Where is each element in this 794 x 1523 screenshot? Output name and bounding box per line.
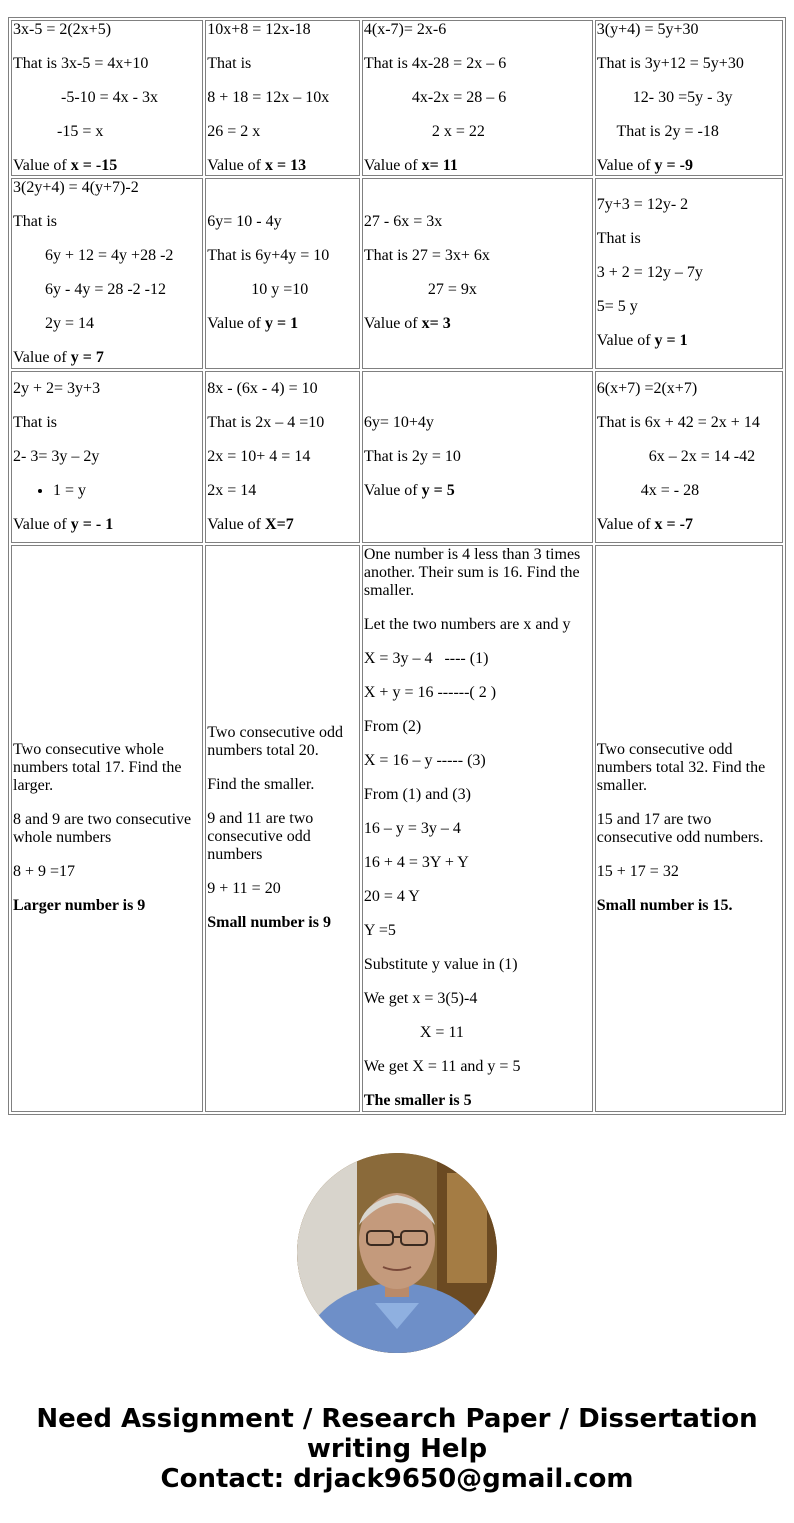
line-text: 10x+8 = 12x-18 <box>207 21 311 39</box>
bullet-list <box>13 482 201 500</box>
solution-line <box>207 281 358 299</box>
table-cell <box>205 371 360 543</box>
solution-line <box>13 349 201 367</box>
promo-block <box>0 1404 794 1494</box>
line-text: -15 = x <box>13 123 104 141</box>
solution-line <box>597 811 781 847</box>
line-text: 3(2y+4) = 4(y+7)-2 <box>13 179 139 197</box>
solution-line <box>364 1058 591 1076</box>
line-text: -5-10 = 4x - 3x <box>13 89 159 107</box>
line-text: Two consecutive odd numbers total 32. Find the smaller. <box>596 741 766 795</box>
solution-line <box>364 247 591 265</box>
line-text: X = 16 – y ----- (3) <box>363 752 486 770</box>
line-text: 2x = 10+ 4 = 14 <box>207 447 311 465</box>
solution-line <box>597 89 781 107</box>
solution-line <box>13 516 201 534</box>
answer-prefix: Value of <box>13 349 71 367</box>
table-cell <box>362 371 593 543</box>
solution-line <box>13 281 201 299</box>
line-text: 6(x+7) =2(x+7) <box>596 379 698 397</box>
line-text: 8 + 18 = 12x – 10x <box>207 89 330 107</box>
person-photo-icon <box>297 1153 497 1353</box>
solution-line <box>597 516 781 534</box>
table-cell <box>205 545 360 1112</box>
solution-line <box>207 89 358 107</box>
answer-prefix: Value of <box>13 157 71 175</box>
solution-line <box>597 332 781 350</box>
solution-line <box>364 281 591 299</box>
solution-line <box>364 922 591 940</box>
solution-line <box>364 956 591 974</box>
solution-line <box>364 854 591 872</box>
solution-line <box>13 247 201 265</box>
solution-line <box>597 264 781 282</box>
answer-prefix: Value of <box>596 157 655 175</box>
solution-line <box>13 213 201 231</box>
table-cell <box>205 178 360 368</box>
table-cell <box>11 545 203 1112</box>
line-text: 2y = 14 <box>13 315 95 333</box>
author-photo <box>297 1153 497 1353</box>
line-text: X + y = 16 ------( 2 ) <box>363 684 497 702</box>
line-text: 12- 30 =5y - 3y <box>596 89 733 107</box>
line-text: 6x – 2x = 14 -42 <box>596 447 756 465</box>
solution-line <box>597 482 781 500</box>
line-text: 8x - (6x - 4) = 10 <box>207 379 318 397</box>
solution-line <box>13 380 201 398</box>
solution-line <box>597 863 781 881</box>
line-text: X = 3y – 4 ---- (1) <box>363 650 489 668</box>
table-cell <box>362 178 593 368</box>
table-cell <box>11 178 203 368</box>
solution-line <box>13 863 201 881</box>
solution-line <box>207 247 358 265</box>
solution-line <box>364 89 591 107</box>
solution-line <box>364 448 591 466</box>
solution-line <box>13 811 201 847</box>
solution-line <box>13 55 201 73</box>
line-text: From (1) and (3) <box>363 786 471 804</box>
answer-prefix: Value of <box>363 481 422 499</box>
solution-line <box>597 196 781 214</box>
line-text: 3(y+4) = 5y+30 <box>596 21 699 39</box>
line-text: 26 = 2 x <box>207 123 261 141</box>
solution-line <box>597 298 781 316</box>
solution-line <box>207 123 358 141</box>
solution-line <box>364 718 591 736</box>
line-text: Y =5 <box>363 922 396 940</box>
line-text: 27 - 6x = 3x <box>363 213 443 231</box>
solution-line <box>364 752 591 770</box>
solution-line <box>364 1024 591 1042</box>
line-text: 3 + 2 = 12y – 7y <box>596 264 703 282</box>
line-text: 16 + 4 = 3Y + Y <box>363 854 469 872</box>
solution-line <box>364 482 591 500</box>
solution-line <box>364 684 591 702</box>
solution-line <box>364 546 591 600</box>
line-text: That is <box>13 413 57 431</box>
solution-line <box>597 157 781 175</box>
solutions-table-body <box>11 20 783 1112</box>
solution-line <box>207 414 358 432</box>
line-text: That is <box>13 213 57 231</box>
solution-line <box>364 1092 591 1110</box>
solution-line <box>13 179 201 197</box>
line-text: We get x = 3(5)-4 <box>363 990 478 1008</box>
solutions-table <box>8 17 786 1115</box>
solution-line <box>364 990 591 1008</box>
solution-line <box>597 741 781 795</box>
answer-value: Small number is 9 <box>207 914 331 932</box>
solution-line <box>597 230 781 248</box>
line-text: From (2) <box>363 718 422 736</box>
line-text: That is 6x + 42 = 2x + 14 <box>596 413 760 431</box>
solution-line <box>207 448 358 466</box>
solution-line <box>207 213 358 231</box>
solution-line <box>207 380 358 398</box>
solution-line <box>207 21 358 39</box>
solution-line <box>207 516 358 534</box>
line-text: 6y= 10 - 4y <box>207 213 282 231</box>
answer-prefix: Value of <box>363 315 422 333</box>
answer-value: Small number is 15. <box>596 897 733 915</box>
solution-line <box>364 820 591 838</box>
line-text: X = 11 <box>363 1024 464 1042</box>
line-text: That is <box>596 230 641 248</box>
line-text: 15 and 17 are two consecutive odd numbers. <box>596 811 764 847</box>
answer-prefix: Value of <box>596 332 655 350</box>
solution-line <box>364 21 591 39</box>
table-cell <box>11 371 203 543</box>
line-text: That is 6y+4y = 10 <box>207 247 330 265</box>
solution-line <box>207 55 358 73</box>
solution-line <box>207 482 358 500</box>
line-text: 2y + 2= 3y+3 <box>13 379 101 397</box>
answer-value: Larger number is 9 <box>13 897 146 915</box>
line-text: We get X = 11 and y = 5 <box>363 1058 521 1076</box>
answer-value: y = 1 <box>265 315 299 333</box>
line-text: 4(x-7)= 2x-6 <box>363 21 447 39</box>
line-text: 9 + 11 = 20 <box>207 880 281 898</box>
line-text: That is <box>207 55 252 73</box>
table-cell <box>205 20 360 176</box>
answer-value: The smaller is 5 <box>363 1092 472 1110</box>
line-text: 2x = 14 <box>207 481 257 499</box>
answer-value: y = - 1 <box>70 515 114 533</box>
promo-line-1: Need Assignment / Research Paper / Dissertation <box>36 1404 758 1434</box>
line-text: 3x-5 = 2(2x+5) <box>13 21 112 39</box>
solution-line <box>13 897 201 915</box>
answer-prefix: Value of <box>207 157 266 175</box>
solution-line <box>597 21 781 39</box>
line-text: 16 – y = 3y – 4 <box>363 820 461 838</box>
solution-line <box>364 55 591 73</box>
answer-value: y = 5 <box>421 481 455 499</box>
line-text: 8 + 9 =17 <box>13 863 76 881</box>
answer-prefix: Value of <box>13 515 71 533</box>
line-text: 4x = - 28 <box>596 481 700 499</box>
line-text: 2 x = 22 <box>363 123 485 141</box>
solution-line <box>207 914 358 932</box>
line-text: Let the two numbers are x and y <box>363 616 571 634</box>
table-cell <box>595 178 783 368</box>
solution-line <box>364 414 591 432</box>
solution-line <box>207 315 358 333</box>
line-text: 8 and 9 are two consecutive whole numbers <box>13 811 192 847</box>
solution-line <box>364 786 591 804</box>
answer-prefix: Value of <box>207 515 266 533</box>
solution-line <box>364 616 591 634</box>
solution-line <box>597 897 781 915</box>
line-text: That is 2y = 10 <box>363 447 461 465</box>
line-text: 6y - 4y = 28 -2 -12 <box>13 281 167 299</box>
line-text: That is 3y+12 = 5y+30 <box>596 55 744 73</box>
line-text: 7y+3 = 12y- 2 <box>596 196 689 214</box>
solution-line <box>364 888 591 906</box>
solution-line <box>13 157 201 175</box>
solution-line <box>207 810 358 864</box>
table-cell <box>595 545 783 1112</box>
solution-line <box>207 880 358 898</box>
table-row <box>11 545 783 1112</box>
solution-line <box>364 157 591 175</box>
answer-value: y = -9 <box>654 157 693 175</box>
answer-prefix: Value of <box>363 157 422 175</box>
answer-prefix: Value of <box>596 515 655 533</box>
line-text: 5= 5 y <box>596 298 638 316</box>
line-text: 6y= 10+4y <box>363 413 434 431</box>
line-text: That is 4x-28 = 2x – 6 <box>363 55 507 73</box>
table-row <box>11 178 783 368</box>
table-row <box>11 371 783 543</box>
line-text: That is 3x-5 = 4x+10 <box>13 55 149 73</box>
answer-value: x = 13 <box>265 157 307 175</box>
answer-value: x = -15 <box>70 157 118 175</box>
table-cell <box>595 20 783 176</box>
line-text: That is 2x – 4 =10 <box>207 413 325 431</box>
table-cell <box>362 20 593 176</box>
solution-line <box>597 380 781 398</box>
table-cell <box>595 371 783 543</box>
solution-line <box>13 448 201 466</box>
line-text: Two consecutive whole numbers total 17. Find the larger. <box>13 741 182 795</box>
line-text: 6y + 12 = 4y +28 -2 <box>13 247 174 265</box>
line-text: 4x-2x = 28 – 6 <box>363 89 507 107</box>
solution-line <box>597 55 781 73</box>
solution-line <box>207 776 358 794</box>
promo-line-2: writing Help <box>306 1434 488 1464</box>
solution-line <box>364 315 591 333</box>
solution-line <box>364 650 591 668</box>
answer-value: X=7 <box>265 515 294 533</box>
table-row <box>11 20 783 176</box>
solution-line <box>364 213 591 231</box>
line-text: 27 = 9x <box>363 281 477 299</box>
answer-value: y = 1 <box>654 332 688 350</box>
solution-line <box>13 123 201 141</box>
solution-line <box>597 448 781 466</box>
line-text: One number is 4 less than 3 times another. Their sum is 16. Find the smaller. <box>363 546 581 600</box>
solution-line <box>207 724 358 760</box>
line-text: 10 y =10 <box>207 281 309 299</box>
solution-line <box>13 89 201 107</box>
solution-line <box>597 414 781 432</box>
solution-line <box>13 414 201 432</box>
solution-line <box>597 123 781 141</box>
line-text: Two consecutive odd numbers total 20. <box>207 724 343 760</box>
list-item: • 1 = y <box>53 482 201 500</box>
line-text: That is 27 = 3x+ 6x <box>363 247 490 265</box>
line-text: 20 = 4 Y <box>363 888 420 906</box>
answer-value: y = 7 <box>70 349 104 367</box>
answer-prefix: Value of <box>207 315 266 333</box>
answer-value: x= 3 <box>421 315 451 333</box>
promo-contact: Contact: drjack9650@gmail.com <box>160 1464 634 1494</box>
solution-line <box>364 123 591 141</box>
line-text: 15 + 17 = 32 <box>596 863 679 881</box>
solution-line <box>13 315 201 333</box>
line-text: Find the smaller. <box>207 776 315 794</box>
line-text: 9 and 11 are two consecutive odd numbers <box>207 810 314 864</box>
line-text: Substitute y value in (1) <box>363 956 518 974</box>
solution-line <box>207 157 358 175</box>
answer-value: x = -7 <box>654 515 693 533</box>
table-cell <box>11 20 203 176</box>
solution-line <box>13 741 201 795</box>
line-text: 2- 3= 3y – 2y <box>13 447 100 465</box>
line-text: That is 2y = -18 <box>596 123 719 141</box>
answer-value: x= 11 <box>421 157 458 175</box>
table-cell <box>362 545 593 1112</box>
solution-line <box>13 21 201 39</box>
